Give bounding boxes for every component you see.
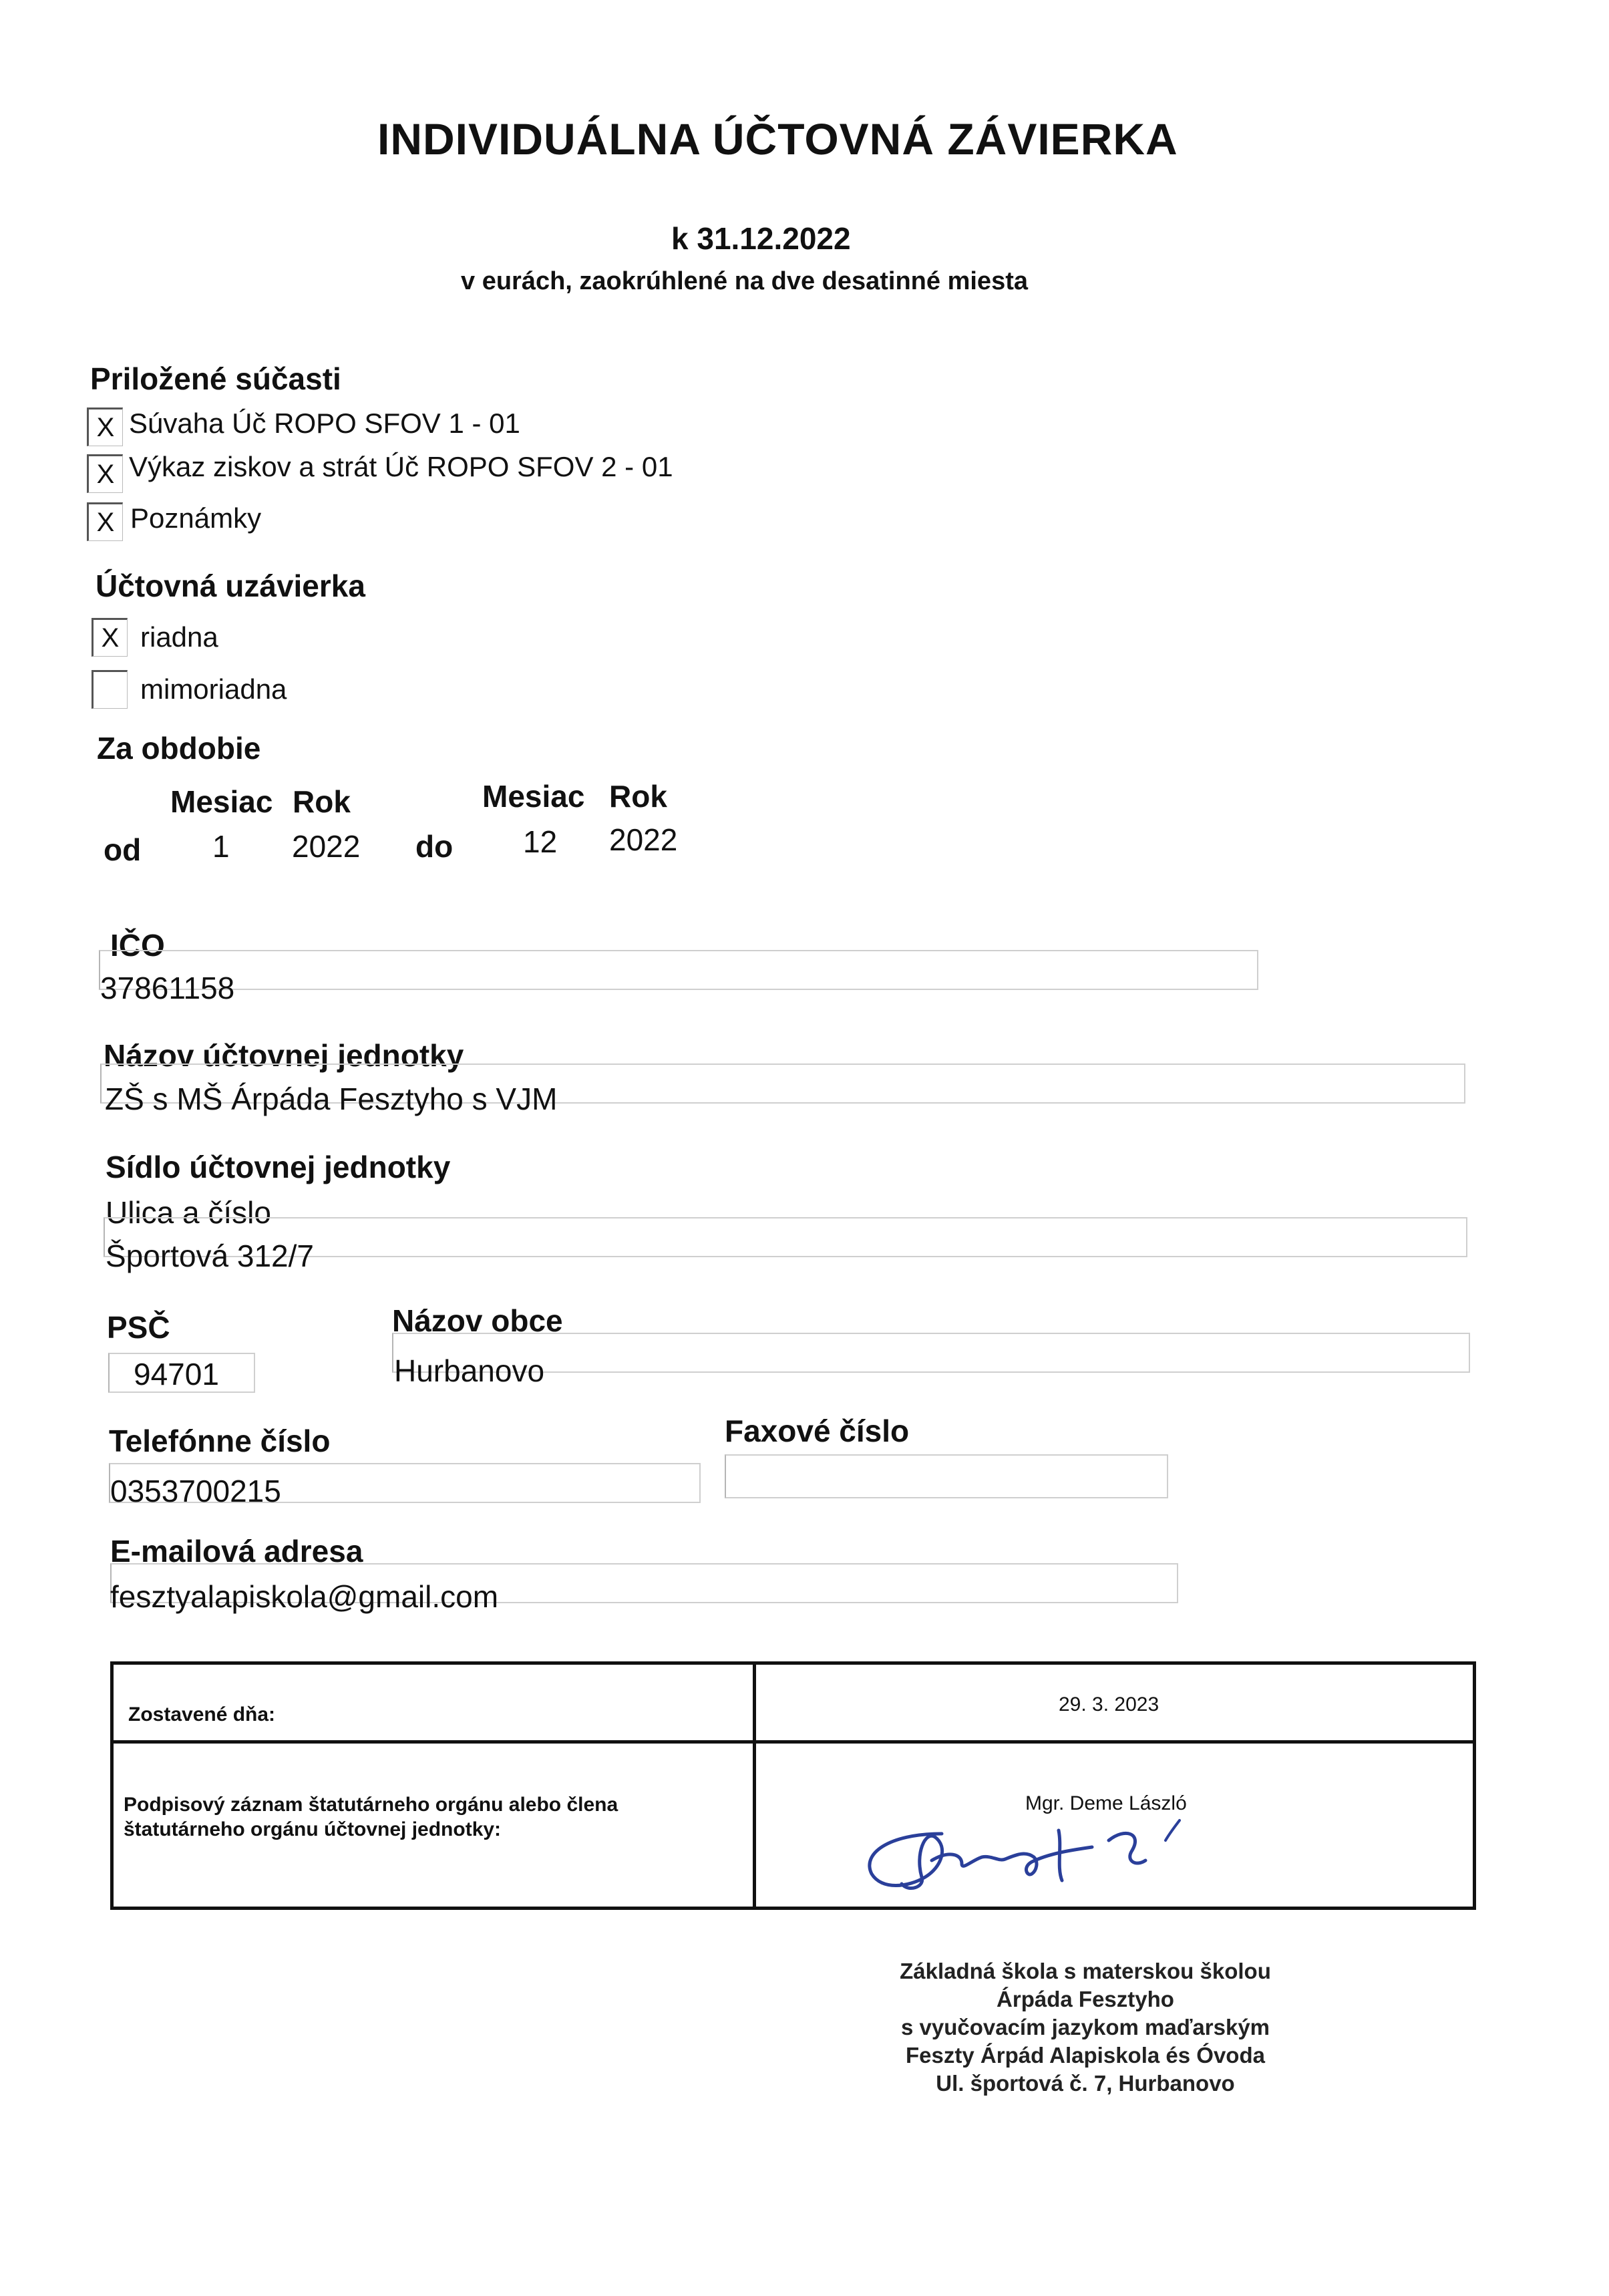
from-year-label: Rok [293, 784, 351, 819]
from-year: 2022 [292, 829, 361, 864]
attachment-checkbox[interactable]: X [87, 454, 123, 493]
ico-field[interactable] [99, 950, 1258, 990]
signature-table [110, 1661, 1476, 1910]
handwritten-signature [862, 1814, 1236, 1901]
street-label: Ulica a číslo [106, 1195, 271, 1230]
currency-note: v eurách, zaokrúhlené na dve desatinné miesta [461, 267, 1028, 295]
to-year: 2022 [609, 822, 678, 857]
compiled-label: Zostavené dňa: [128, 1703, 276, 1726]
closing-heading: Účtovná uzávierka [96, 568, 365, 603]
phone-value: 0353700215 [110, 1474, 281, 1508]
town-value: Hurbanovo [394, 1353, 545, 1388]
phone-label: Telefónne číslo [109, 1424, 331, 1458]
school-stamp [868, 1957, 1302, 2098]
entity-name-value: ZŠ s MŠ Árpáda Fesztyho s VJM [105, 1082, 558, 1116]
town-label: Názov obce [392, 1303, 563, 1338]
from-month-label: Mesiac [170, 784, 273, 819]
attachment-label: Poznámky [130, 502, 262, 534]
to-month-label: Mesiac [482, 779, 585, 814]
attachment-label: Súvaha Úč ROPO SFOV 1 - 01 [129, 407, 520, 439]
seat-label: Sídlo účtovnej jednotky [106, 1150, 451, 1184]
from-month: 1 [212, 829, 230, 864]
attachments-heading: Priložené súčasti [90, 361, 341, 396]
psc-label: PSČ [107, 1310, 170, 1345]
attachment-label: Výkaz ziskov a strát Úč ROPO SFOV 2 - 01 [129, 451, 673, 482]
fax-field[interactable] [725, 1454, 1168, 1498]
stamp-line: Feszty Árpád Alapiskola és Óvoda [906, 2043, 1265, 2068]
entity-name-label: Názov účtovnej jednotky [104, 1038, 464, 1073]
stamp-line: s vyučovacím jazykom maďarským [900, 2015, 1270, 2039]
ico-value: 37861158 [100, 971, 235, 1005]
compiled-date: 29. 3. 2023 [1059, 1693, 1159, 1715]
table-vertical-divider [753, 1663, 756, 1908]
stamp-line: Árpáda Fesztyho [997, 1987, 1174, 2011]
email-value: fesztyalapiskola@gmail.com [110, 1579, 499, 1614]
attachment-checkbox[interactable]: X [87, 407, 123, 446]
document-title: INDIVIDUÁLNA ÚČTOVNÁ ZÁVIERKA [377, 114, 1178, 164]
to-month: 12 [523, 824, 558, 859]
to-label: do [415, 829, 454, 864]
closing-label-extraordinary: mimoriadna [140, 673, 287, 705]
to-year-label: Rok [609, 779, 667, 814]
period-heading: Za obdobie [97, 731, 261, 766]
sign-label-line2: štatutárneho orgánu účtovnej jednotky: [124, 1818, 502, 1840]
signer-name: Mgr. Deme László [1025, 1792, 1187, 1814]
closing-checkbox-extraordinary[interactable] [92, 670, 128, 709]
report-date: k 31.12.2022 [671, 221, 851, 256]
sign-label-line1: Podpisový záznam štatutárneho orgánu alebo člena [124, 1794, 618, 1816]
street-value: Športová 312/7 [106, 1239, 315, 1273]
email-label: E-mailová adresa [110, 1534, 363, 1569]
ico-label: IČO [110, 928, 165, 963]
stamp-line: Ul. športová č. 7, Hurbanovo [936, 2071, 1235, 2096]
fax-label: Faxové číslo [725, 1414, 910, 1448]
stamp-line: Základná škola s materskou školou [900, 1959, 1271, 1983]
from-label: od [104, 832, 142, 867]
table-horizontal-divider [112, 1740, 1475, 1744]
psc-value: 94701 [134, 1357, 219, 1391]
attachment-checkbox[interactable]: X [87, 502, 123, 541]
closing-checkbox-regular[interactable]: X [92, 618, 128, 657]
closing-label-regular: riadna [140, 621, 218, 653]
town-field[interactable] [392, 1333, 1470, 1373]
